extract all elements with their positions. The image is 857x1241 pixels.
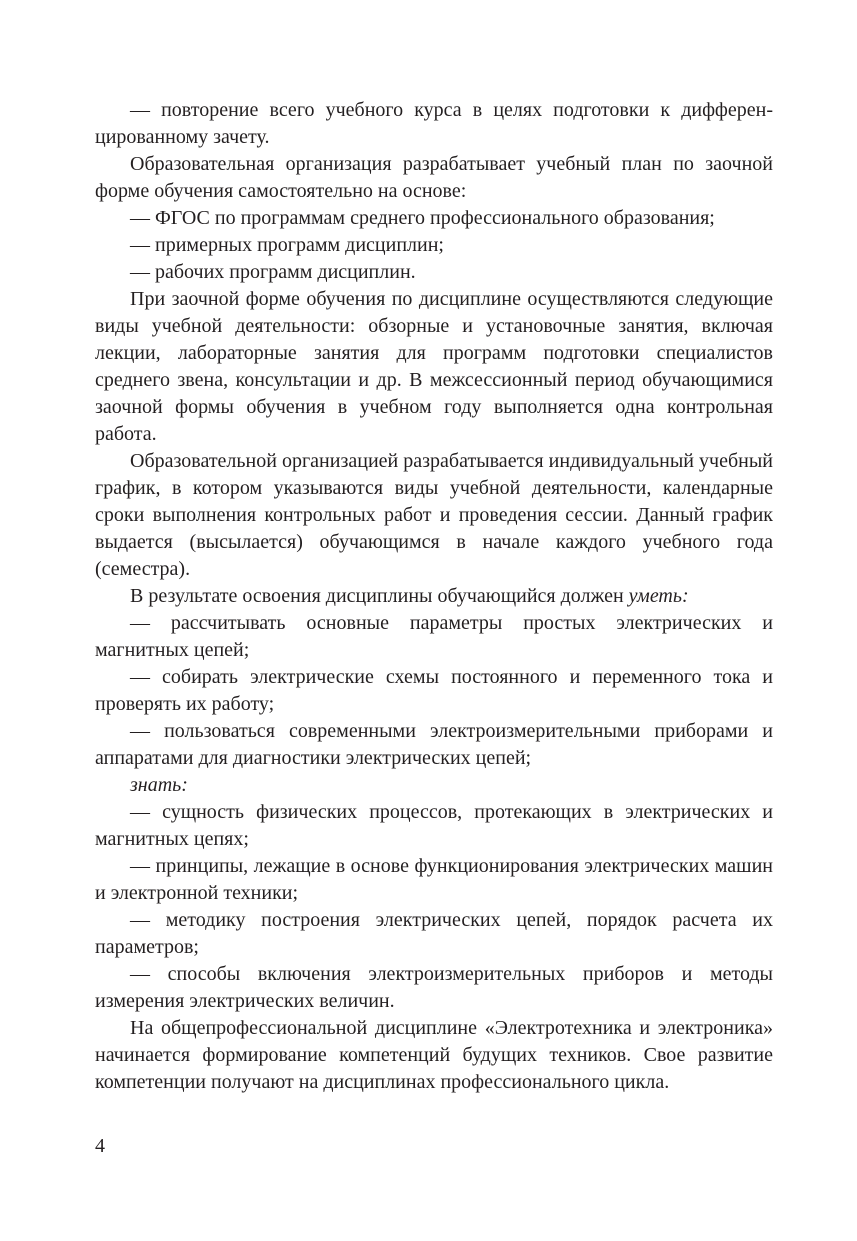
paragraph: Образовательная организация разрабатывает учебный план по заочной форме обучения самостоятельно на основе: (95, 153, 773, 202)
emphasis-text: уметь: (628, 585, 689, 607)
paragraph: — повторение всего учебного курса в целях подготовки к дифферен-цированному зачету. (95, 99, 773, 148)
list-item: — принципы, лежащие в основе функционирования электрических машин и электронной техники; (95, 855, 773, 904)
page-number: 4 (95, 1135, 105, 1157)
list-item: — пользоваться современными электроизмерительными приборами и аппаратами для диагностики электрических цепей; (95, 720, 773, 769)
paragraph: В результате освоения дисциплины обучающийся должен уметь: (130, 585, 689, 607)
paragraph: При заочной форме обучения по дисциплине осуществляются следующие виды учебной деятельности: обзорные и установочные занятия, включая лекции, лабораторные занятия для программ подготовки специалистов среднего звена, консультации и др. В межсессионный период обучающимися заочной формы обучения в учебном году выполняется одна контрольная работа. (95, 288, 773, 445)
paragraph (95, 772, 773, 799)
list-item: — ФГОС по программам среднего профессионального образования; (130, 207, 715, 229)
list-item: — способы включения электроизмерительных приборов и методы измерения электрических величин. (95, 963, 773, 1012)
list-item: — примерных программ дисциплин; (130, 234, 444, 256)
paragraph: На общепрофессиональной дисциплине «Электротехника и электроника» начинается формирование компетенций будущих техников. Свое развитие компетенции получают на дисциплинах профессионального цикла. (95, 1017, 773, 1093)
list-item: — рассчитывать основные параметры простых электрических и магнитных цепей; (95, 612, 773, 661)
emphasis-text: знать: (130, 774, 188, 796)
body-text (95, 97, 773, 1096)
list-item: — методику построения электрических цепей, порядок расчета их параметров; (95, 909, 773, 958)
paragraph: Образовательной организацией разрабатывается индивидуальный учебный график, в котором указываются виды учебной деятельности, календарные сроки выполнения контрольных работ и проведения сессии. Данный график выдается (высылается) обучающимся в начале каждого учебного года (семестра). (95, 450, 773, 580)
list-item: — сущность физических процессов, протекающих в электрических и магнитных цепях; (95, 801, 773, 850)
list-item: — собирать электрические схемы постоянного и переменного тока и проверять их работу; (95, 666, 773, 715)
list-item: — рабочих программ дисциплин. (130, 261, 416, 283)
